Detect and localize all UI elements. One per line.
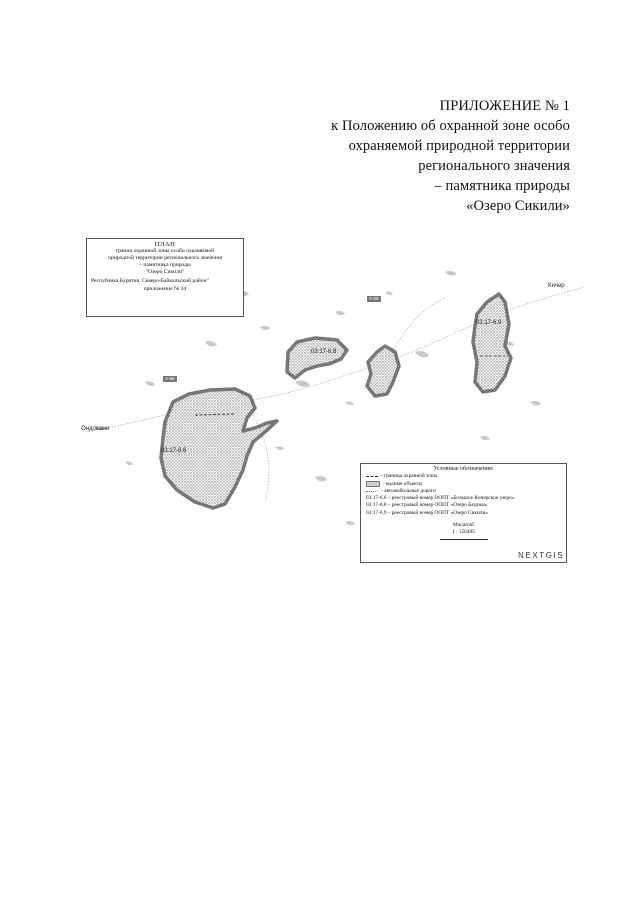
zone-c-label: 03:17-6.9 bbox=[476, 320, 502, 326]
scale-label: Масштаб bbox=[453, 522, 474, 529]
legend-item: - водные объекты bbox=[366, 481, 561, 488]
scale-value: 1 : 156495 bbox=[452, 529, 475, 536]
plan-region: Республика Бурятия, Северо-Байкальский район" bbox=[91, 278, 209, 285]
legend-registry-entry: 03:17-6.9 – реестровый номер ООПТ «Озеро Сикили» bbox=[366, 509, 489, 516]
zone-b-boundary bbox=[287, 338, 347, 378]
legend-item: - автомобильные дороги bbox=[366, 488, 561, 495]
plan-appendix: приложение № 34 bbox=[143, 285, 187, 292]
scale-bar bbox=[440, 539, 488, 540]
map-plan bbox=[81, 232, 585, 572]
place-label-left: Ондоками bbox=[81, 426, 110, 432]
boundary-symbol bbox=[366, 476, 378, 477]
zone-b-second-lake bbox=[367, 346, 399, 396]
plan-line: "Озеро Сикили" bbox=[145, 269, 185, 276]
zone-a-label: 03:17-6.6 bbox=[161, 448, 187, 454]
legend-item: - граница охранной зоны bbox=[366, 473, 561, 480]
header-line: охраняемой природной территории bbox=[348, 138, 570, 154]
legend-registry-entry: 03:17-6.8 – реестровый номер ООПТ «Озеро Бауджи» bbox=[366, 502, 488, 509]
appendix-header bbox=[250, 96, 570, 216]
plan-line: – памятника природы bbox=[139, 262, 191, 269]
plan-title-box bbox=[86, 238, 244, 317]
zone-b-label: 03:17-6.8 bbox=[311, 349, 337, 355]
legend-title: Условные обозначения: bbox=[433, 466, 494, 472]
header-line: «Озеро Сикили» bbox=[466, 198, 570, 214]
road-tag: А-66 bbox=[165, 376, 175, 381]
nextgis-logo: NEXTGIS bbox=[518, 551, 565, 560]
header-line: – памятника природы bbox=[434, 178, 570, 194]
water-symbol bbox=[366, 481, 380, 487]
header-line: регионального значения bbox=[418, 158, 570, 174]
zone-c-boundary bbox=[473, 294, 511, 392]
road-tag: А-65 bbox=[369, 296, 379, 301]
header-line: к Положению об охранной зоне особо bbox=[331, 118, 570, 134]
plan-title: ПЛАН bbox=[154, 241, 176, 248]
legend-registry-entry: 03:17-6.6 – реестровый номер ООПТ «Большое Кичерское озеро» bbox=[366, 495, 515, 502]
place-label-kicher: Кичер bbox=[548, 283, 565, 289]
road-symbol bbox=[366, 491, 378, 492]
map-legend bbox=[360, 463, 567, 563]
plan-line: природной территории регионального значения bbox=[108, 255, 222, 262]
appendix-title: ПРИЛОЖЕНИЕ № 1 bbox=[439, 98, 570, 114]
plan-line: границ охранной зоны особо охраняемой bbox=[115, 248, 215, 255]
